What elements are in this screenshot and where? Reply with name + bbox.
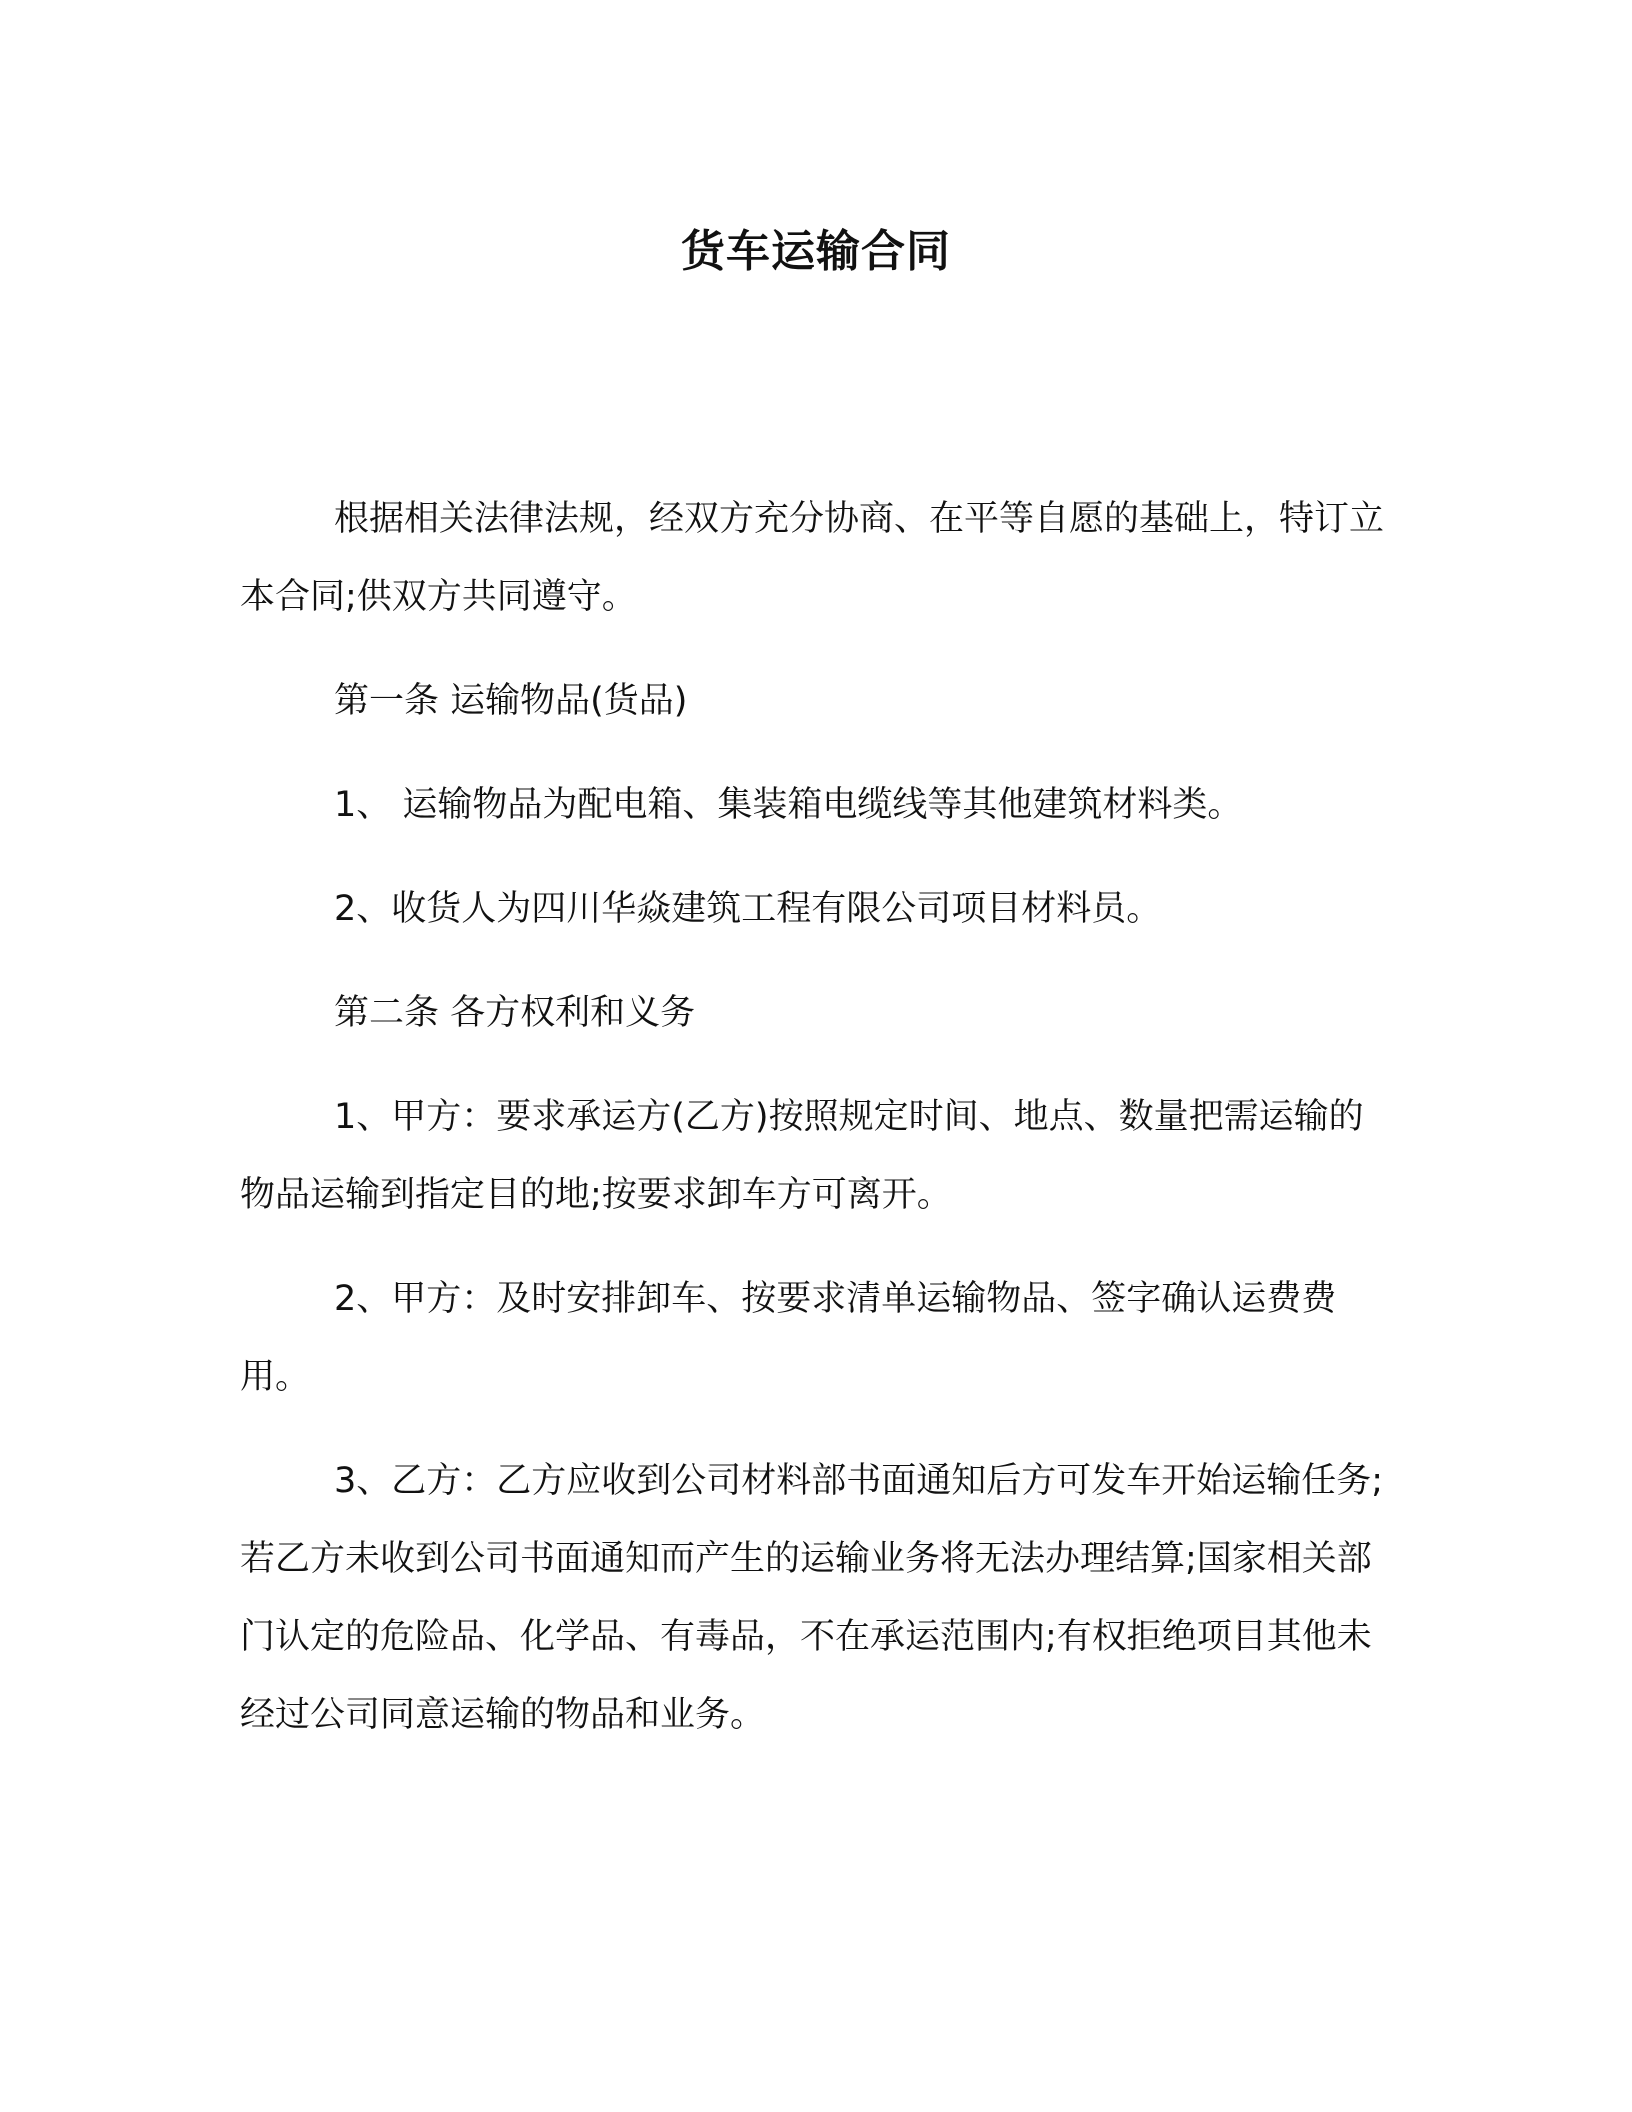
document-title: 货车运输合同 xyxy=(681,226,951,277)
paragraph-article-1-heading: 第一条 运输物品(货品) xyxy=(334,681,688,721)
paragraph-article-2-item-3: 3、乙方：乙方应收到公司材料部书面通知后方可发车开始运输任务;若乙方未收到公司书面通知而产生的运输业务将无法办理结算;国家相关部门认定的危险品、化学品、有毒品，不在承运范围内;有权拒绝项目其他未经过公司同意运输的物品和业务。 xyxy=(240,1461,1384,1735)
document-body xyxy=(240,480,1390,1754)
paragraph-article-1-item-2: 2、收货人为四川华焱建筑工程有限公司项目材料员。 xyxy=(334,889,1162,929)
paragraph-article-2-item-1: 1、甲方：要求承运方(乙方)按照规定时间、地点、数量把需运输的物品运输到指定目的地;按要求卸车方可离开。 xyxy=(240,1097,1364,1215)
paragraph-article-1-item-1: 1、 运输物品为配电箱、集装箱电缆线等其他建筑材料类。 xyxy=(334,785,1243,825)
paragraph-article-2-heading: 第二条 各方权利和义务 xyxy=(334,993,696,1033)
paragraph-preamble: 根据相关法律法规，经双方充分协商、在平等自愿的基础上，特订立本合同;供双方共同遵守。 xyxy=(240,499,1385,617)
paragraph-article-2-item-2: 2、甲方：及时安排卸车、按要求清单运输物品、签字确认运费费用。 xyxy=(240,1279,1337,1397)
